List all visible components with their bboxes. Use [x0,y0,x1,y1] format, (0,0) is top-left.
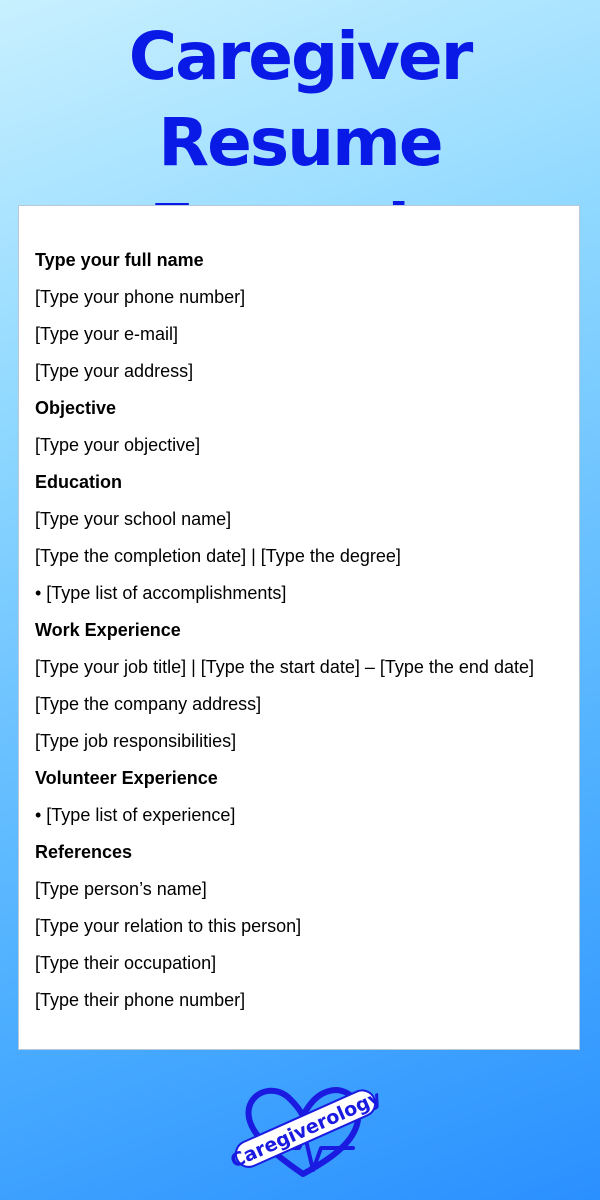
logo-text: Caregiverology [227,1086,385,1173]
resume-line: • [Type list of accomplishments] [35,583,287,603]
resume-line: [Type the completion date] | [Type the degree] [35,546,401,566]
resume-card [18,205,580,1050]
caregiverology-logo [225,1078,385,1183]
resume-line: [Type their occupation] [35,953,217,973]
resume-line: [Type your job title] | [Type the start date] – [Type the end date] [35,657,534,677]
resume-line: [Type your e-mail] [35,324,179,344]
section-heading: Education [35,472,123,492]
resume-line: [Type the company address] [35,694,262,714]
resume-line: [Type your objective] [35,435,201,455]
section-heading: Type your full name [35,250,204,270]
section-heading: Volunteer Experience [35,768,218,788]
section-heading: Work Experience [35,620,181,640]
resume-line: • [Type list of experience] [35,805,236,825]
resume-line: [Type job responsibilities] [35,731,237,751]
title-line-1: Caregiver Resume [128,18,472,181]
section-heading: Objective [35,398,117,418]
resume-line: [Type your phone number] [35,287,246,307]
resume-lines [35,242,534,1019]
resume-line: [Type your address] [35,361,194,381]
resume-line: [Type your relation to this person] [35,916,302,936]
resume-line: [Type your school name] [35,509,232,529]
resume-line: [Type person’s name] [35,879,207,899]
section-heading: References [35,842,133,862]
resume-line: [Type their phone number] [35,990,246,1010]
logo-graphic [225,1078,385,1183]
